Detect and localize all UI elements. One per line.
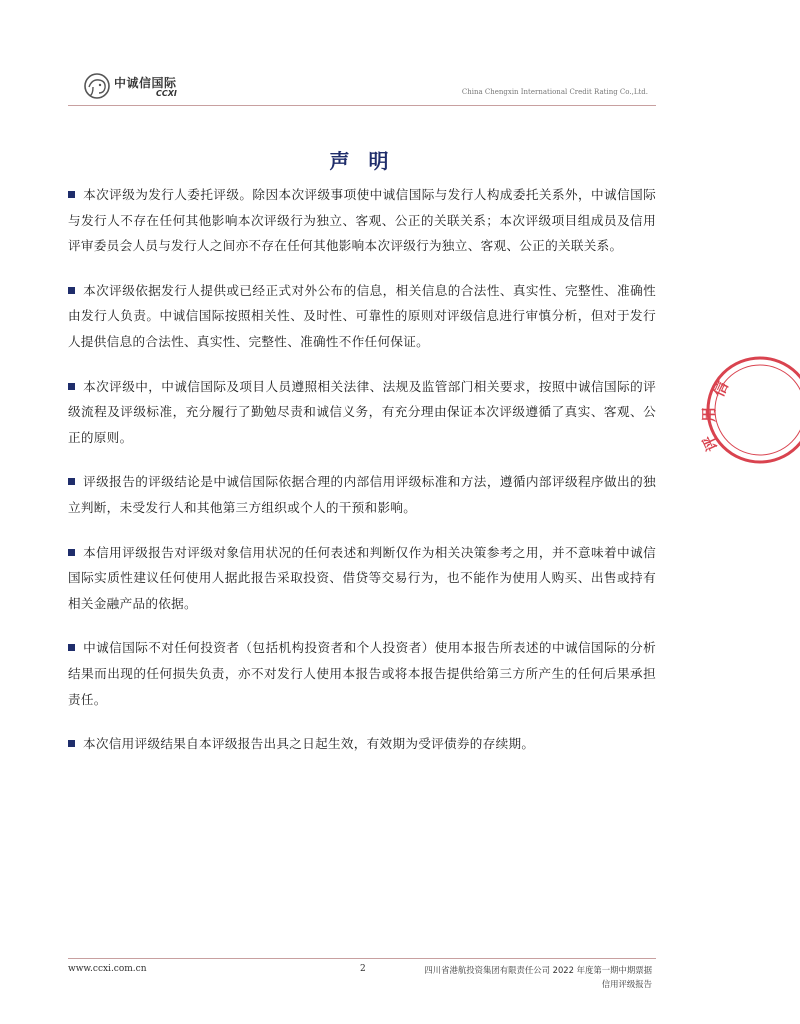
paragraph-text: 本次评级为发行人委托评级。除因本次评级事项使中诚信国际与发行人构成委托关系外，中诚信国际与发行人不存在任何其他影响本次评级行为独立、客观、公正的关联关系；本次评级项目组成员及信用评审委员会人员与发行人之间亦不存在任何其他影响本次评级行为独立、客观、公正的关联关系。 bbox=[68, 187, 656, 254]
ccxi-logo bbox=[82, 70, 222, 104]
footer-report-line1: 四川省港航投资集团有限责任公司 2022 年度第一期中期票据 bbox=[424, 965, 652, 975]
declaration-body bbox=[68, 182, 656, 776]
page-title: 声 明 bbox=[329, 149, 395, 173]
square-bullet-icon bbox=[68, 478, 75, 485]
svg-text:用: 用 bbox=[700, 406, 718, 422]
header-divider bbox=[68, 105, 656, 106]
elephant-logo-icon bbox=[82, 72, 112, 102]
square-bullet-icon bbox=[68, 383, 75, 390]
logo-chinese-name: 中诚信国际 bbox=[114, 76, 177, 90]
square-bullet-icon bbox=[68, 549, 75, 556]
square-bullet-icon bbox=[68, 644, 75, 651]
page-number: 2 bbox=[360, 964, 366, 974]
footer-report-title bbox=[424, 963, 652, 991]
paragraph bbox=[68, 540, 656, 617]
paragraph-text: 本次评级中，中诚信国际及项目人员遵照相关法律、法规及监管部门相关要求，按照中诚信国际的评级流程及评级标准，充分履行了勤勉尽责和诚信义务，有充分理由保证本次评级遵循了真实、客观、公正的原则。 bbox=[68, 378, 656, 445]
paragraph-text: 中诚信国际不对任何投资者（包括机构投资者和个人投资者）使用本报告所表述的中诚信国际的分析结果而出现的任何损失负责，亦不对发行人使用本报告或将本报告提供给第三方所产生的任何后果承担责任。 bbox=[68, 640, 656, 707]
square-bullet-icon bbox=[68, 191, 75, 198]
page-footer bbox=[68, 958, 656, 995]
page-header bbox=[68, 70, 656, 106]
company-seal-stamp bbox=[700, 350, 800, 470]
paragraph bbox=[68, 182, 656, 259]
paragraph-text: 本信用评级报告对评级对象信用状况的任何表述和判断仅作为相关决策参考之用，并不意味着中诚信国际实质性建议任何使用人据此报告采取投资、借贷等交易行为，也不能作为使用人购买、出售或持有相关金融产品的依据。 bbox=[68, 544, 656, 611]
paragraph-text: 本次信用评级结果自本评级报告出具之日起生效，有效期为受评债券的存续期。 bbox=[83, 736, 535, 752]
paragraph-text: 评级报告的评级结论是中诚信国际依据合理的内部信用评级标准和方法，遵循内部评级程序做出的独立判断，未受发行人和其他第三方组织或个人的干预和影响。 bbox=[68, 474, 656, 515]
paragraph-text: 本次评级依据发行人提供或已经正式对外公布的信息，相关信息的合法性、真实性、完整性、准确性由发行人负责。中诚信国际按照相关性、及时性、可靠性的原则对评级信息进行审慎分析，但对于发行人提供信息的合法性、真实性、完整性、准确性不作任何保证。 bbox=[68, 282, 656, 349]
square-bullet-icon bbox=[68, 740, 75, 747]
paragraph bbox=[68, 278, 656, 355]
svg-text:信: 信 bbox=[709, 378, 732, 400]
paragraph bbox=[68, 469, 656, 520]
footer-website: www.ccxi.com.cn bbox=[68, 964, 147, 974]
paragraph bbox=[68, 635, 656, 712]
square-bullet-icon bbox=[68, 287, 75, 294]
svg-text:评: 评 bbox=[698, 432, 722, 454]
footer-report-line2: 信用评级报告 bbox=[601, 979, 652, 989]
paragraph bbox=[68, 731, 656, 757]
paragraph bbox=[68, 374, 656, 451]
company-english-name: China Chengxin International Credit Rating Co.,Ltd. bbox=[461, 88, 648, 96]
logo-english-abbrev: CCXI bbox=[156, 89, 177, 98]
